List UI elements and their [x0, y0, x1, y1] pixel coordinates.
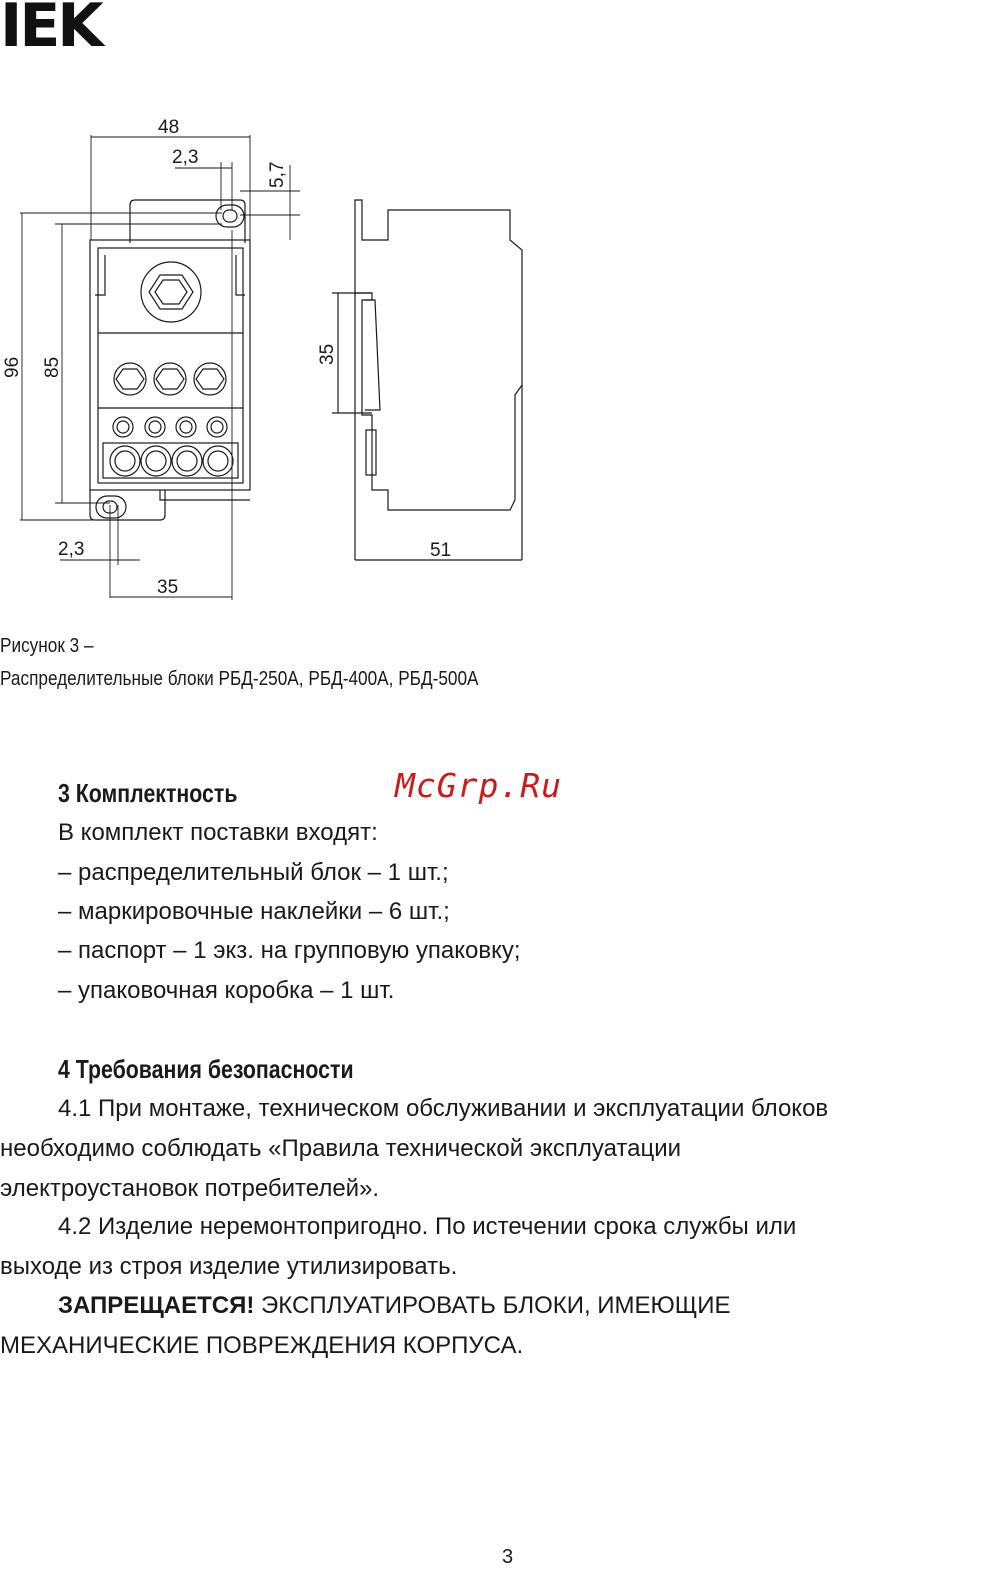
list-item: – маркировочные наклейки – 6 шт.;: [58, 898, 450, 925]
section-3-intro: В комплект поставки входят:: [58, 819, 378, 846]
figure-caption: [0, 630, 479, 696]
dim-51-label: 51: [430, 540, 452, 561]
warning-label: ЗАПРЕЩАЕТСЯ!: [58, 1292, 255, 1319]
dim-85-label: 85: [42, 356, 63, 378]
paragraph-line: 4.2 Изделие неремонтопригодно. По истечении срока службы или: [58, 1213, 797, 1240]
paragraph-line: необходимо соблюдать «Правила технической эксплуатации: [0, 1135, 682, 1162]
list-item: – распределительный блок – 1 шт.;: [58, 859, 449, 886]
list-item: – паспорт – 1 экз. на групповую упаковку;: [58, 937, 521, 964]
dim-5-7-label: 5,7: [267, 161, 288, 188]
list-item: – упаковочная коробка – 1 шт.: [58, 977, 395, 1004]
paragraph-line: 4.1 При монтаже, техническом обслуживании и эксплуатации блоков: [58, 1095, 829, 1122]
section-3-heading: 3 Комплектность: [58, 778, 238, 808]
warning-paragraph: [0, 1286, 989, 1366]
paragraph-4-1: [0, 1089, 989, 1209]
warning-text: ЭКСПЛУАТИРОВАТЬ БЛОКИ, ИМЕЮЩИЕ: [254, 1292, 731, 1319]
paragraph-line: выходе из строя изделие утилизировать.: [0, 1253, 458, 1280]
warning-line-2: МЕХАНИЧЕСКИЕ ПОВРЕЖДЕНИЯ КОРПУСА.: [0, 1332, 524, 1359]
caption-line-2: Распределительные блоки РБД-250А, РБД-400А, РБД-500А: [0, 668, 479, 690]
dim-35-rail-label: 35: [317, 343, 338, 365]
warning-line-1: [0, 1286, 989, 1326]
section-4-heading: 4 Требования безопасности: [58, 1054, 354, 1084]
front-view: [90, 200, 250, 520]
caption-line-1: Рисунок 3 –: [0, 635, 94, 657]
dim-96-label: 96: [2, 356, 23, 378]
page-number: 3: [502, 1546, 514, 1568]
dim-48-label: 48: [158, 117, 180, 138]
technical-drawing: [0, 110, 540, 610]
paragraph-4-2: [0, 1207, 989, 1287]
dim-2-3-bottom-label: 2,3: [58, 539, 85, 560]
watermark: McGrp.Ru: [395, 766, 562, 805]
dim-2-3-top-label: 2,3: [172, 147, 199, 168]
side-view: [332, 200, 522, 560]
paragraph-line: электроустановок потребителей».: [0, 1175, 380, 1202]
dim-35-bottom-label: 35: [157, 577, 179, 598]
iek-logo: IEK: [0, 0, 101, 61]
